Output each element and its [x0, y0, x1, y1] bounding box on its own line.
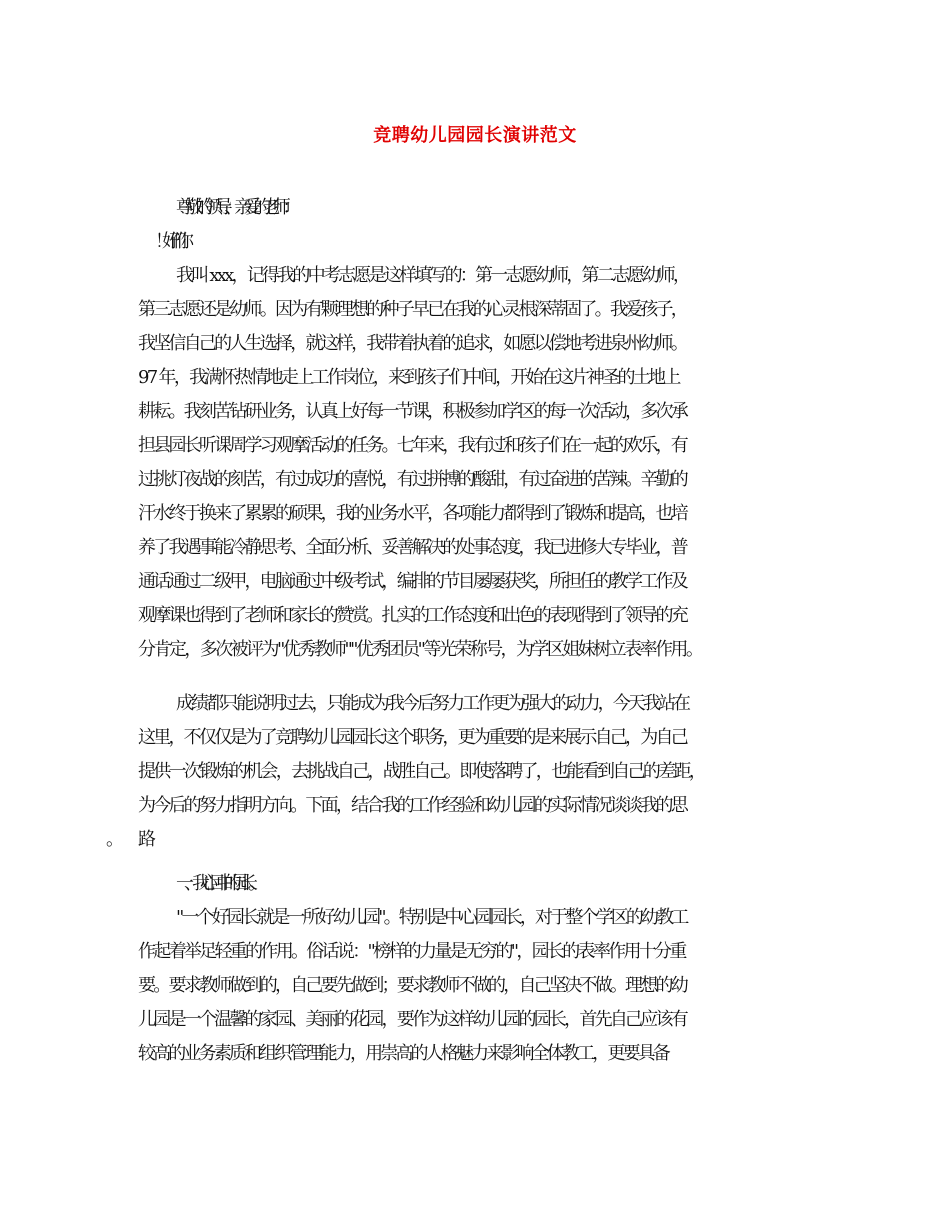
body-line: 担县园长听课周学习观摩活动的任务。七年来，我有过和孩子们在一起的欢乐，有 — [138, 435, 686, 456]
body-line: 要。要求教师做到的，自己要先做到；要求教师不做的，自己坚决不做。理想的幼 — [138, 975, 686, 996]
body-line: 97 年，我满怀热情地走上工作岗位，来到孩子们中间，开始在这片神圣的土地上 — [138, 367, 679, 388]
body-line: 我叫 xxx，记得我的中考志愿是这样填写的：第一志愿幼师，第二志愿幼师， — [176, 265, 689, 286]
body-line — [176, 228, 930, 256]
body-line — [138, 826, 930, 854]
body-line: 汗水终于换来了累累的硕果，我的业务水平，各项能力都得到了锻炼和提高，也培 — [138, 503, 686, 524]
document-title: 竞聘幼儿园园长演讲范文 — [373, 125, 577, 146]
body-line: 过挑灯夜战的刻苦，有过成功的喜悦，有过拼搏的酸甜，有过奋进的苦辣。辛勤的 — [138, 469, 686, 490]
body-line: 耕耘。我刻苦钻研业务，认真上好每一节课，积极参加学区的每一次活动，多次承 — [138, 401, 686, 422]
body-line: 成绩都只能说明过去，只能成为我今后努力工作更为强大的动力，今天我站在 — [176, 693, 689, 714]
body-line: 一、我心目中的园长。 — [176, 873, 256, 894]
body-line: 较高的业务素质和组织管理能力，用崇高的人格魅力来影响全体教工，更要具备 — [138, 1043, 668, 1064]
body-line: 这里，不仅仅是为了竞聘幼儿园园长这个职务，更为重要的是来展示自己，为自己 — [138, 727, 686, 748]
body-line: 作起着举足轻重的作用。俗话说："榜样的力量是无穷的"，园长的表率作用十分重 — [138, 941, 685, 962]
body-line: 提供一次锻炼的机会，去挑战自己，战胜自己。即使落聘了，也能看到自己的差距， — [138, 761, 705, 782]
body-line: 观摩课也得到了老师和家长的赞赏。扎实的工作态度和出色的表现得到了领导的充 — [138, 605, 686, 626]
body-line: "一个好园长就是一所好幼儿园"。特别是中心园园长，对于整个学区的幼教工 — [176, 907, 687, 928]
body-line: 第三志愿还是幼师。因为有颗理想的种子早已在我的心灵根深蒂固了。我爱孩子， — [138, 299, 686, 320]
body-line: 儿园是一个温馨的家园、美丽的花园，要作为这样幼儿园的园长，首先自己应该有 — [138, 1009, 686, 1030]
body-line: 通话通过二级甲，电脑通过中级考试，编排的节目屡屡获奖，所担任的教学工作及 — [138, 571, 686, 592]
body-line: 养了我遇事能冷静思考、全面分析、妥善解决的处事态度，我已进修大专毕业，普 — [138, 537, 686, 558]
body-line: 我坚信自己的人生选择，就这样，我带着执着的追求，如愿以偿地考进泉州幼师。 — [138, 333, 686, 354]
body-line: 为今后的努力指明方向。下面，结合我的工作经验和幼儿园的实际情况谈谈我的思 — [138, 795, 686, 816]
body-line: 尊敬的领导、亲爱的老师： — [176, 197, 293, 218]
body-line: 分肯定，多次被评为"优秀教师""优秀团员"等光荣称号，为学区姐妹树立表率作用。 — [138, 639, 702, 660]
